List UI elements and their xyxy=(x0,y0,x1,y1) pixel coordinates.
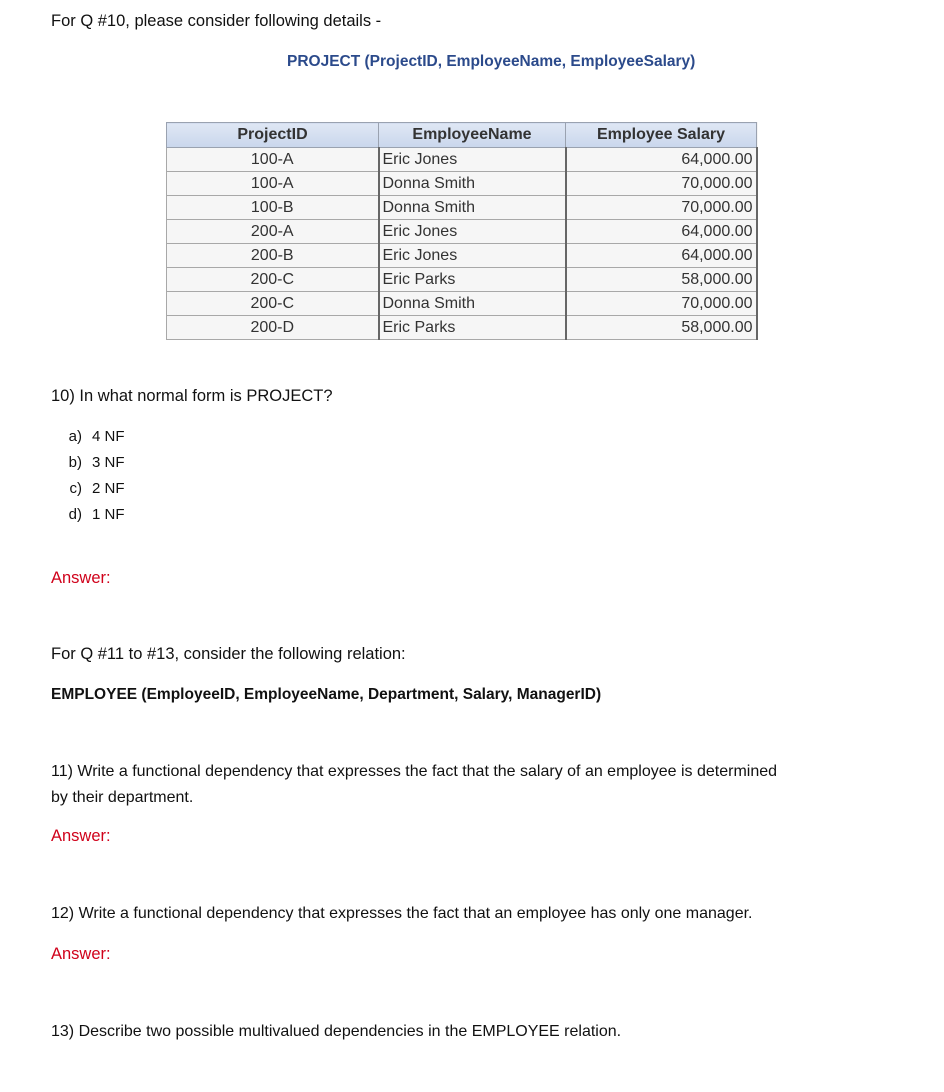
table-row xyxy=(167,268,757,292)
cell-projectid: 100-A xyxy=(167,172,379,196)
cell-employeename: Eric Parks xyxy=(379,316,566,340)
cell-salary: 58,000.00 xyxy=(566,268,757,292)
table-row xyxy=(167,172,757,196)
option-b xyxy=(54,454,125,471)
table-header-row xyxy=(167,123,757,148)
cell-employeename: Eric Jones xyxy=(379,244,566,268)
cell-employeename: Donna Smith xyxy=(379,172,566,196)
q10-answer-label: Answer: xyxy=(51,569,111,587)
q11-line2: by their department. xyxy=(51,789,194,806)
employee-schema: EMPLOYEE (EmployeeID, EmployeeName, Department, Salary, ManagerID) xyxy=(51,686,602,703)
q13-question: 13) Describe two possible multivalued dependencies in the EMPLOYEE relation. xyxy=(51,1023,622,1040)
cell-projectid: 200-C xyxy=(167,292,379,316)
cell-projectid: 200-B xyxy=(167,244,379,268)
header-projectid: ProjectID xyxy=(167,123,379,148)
option-d xyxy=(54,506,125,523)
option-letter: a) xyxy=(68,428,82,445)
table-row xyxy=(167,196,757,220)
cell-employeename: Eric Jones xyxy=(379,148,566,172)
q12-question: 12) Write a functional dependency that expresses the fact that an employee has only one manager. xyxy=(51,905,753,922)
cell-projectid: 200-C xyxy=(167,268,379,292)
q10-intro: For Q #10, please consider following details - xyxy=(51,12,382,30)
cell-salary: 70,000.00 xyxy=(566,196,757,220)
option-letter: b) xyxy=(68,454,82,471)
cell-salary: 58,000.00 xyxy=(566,316,757,340)
cell-employeename: Donna Smith xyxy=(379,196,566,220)
q11-13-intro: For Q #11 to #13, consider the following relation: xyxy=(51,645,406,663)
project-schema: PROJECT (ProjectID, EmployeeName, EmployeeSalary) xyxy=(287,53,696,70)
q12-answer-label: Answer: xyxy=(51,945,111,963)
q11-answer-label: Answer: xyxy=(51,827,111,845)
cell-projectid: 200-A xyxy=(167,220,379,244)
cell-salary: 64,000.00 xyxy=(566,220,757,244)
option-c xyxy=(54,480,125,497)
option-text: 1 NF xyxy=(92,506,125,523)
cell-employeename: Eric Parks xyxy=(379,268,566,292)
cell-employeename: Eric Jones xyxy=(379,220,566,244)
table-row xyxy=(167,292,757,316)
table-row xyxy=(167,220,757,244)
cell-salary: 64,000.00 xyxy=(566,148,757,172)
option-text: 4 NF xyxy=(92,428,125,445)
header-employeesalary: Employee Salary xyxy=(566,123,757,148)
project-table xyxy=(166,122,758,340)
table-row xyxy=(167,244,757,268)
option-letter: d) xyxy=(68,506,82,523)
header-employeename: EmployeeName xyxy=(379,123,566,148)
cell-projectid: 200-D xyxy=(167,316,379,340)
q10-question: 10) In what normal form is PROJECT? xyxy=(51,387,333,405)
option-letter: c) xyxy=(69,480,82,497)
cell-salary: 70,000.00 xyxy=(566,172,757,196)
cell-projectid: 100-B xyxy=(167,196,379,220)
cell-employeename: Donna Smith xyxy=(379,292,566,316)
q11-line1: 11) Write a functional dependency that expresses the fact that the salary of an employee is determined xyxy=(51,763,778,780)
table-row xyxy=(167,148,757,172)
option-text: 3 NF xyxy=(92,454,125,471)
cell-projectid: 100-A xyxy=(167,148,379,172)
cell-salary: 70,000.00 xyxy=(566,292,757,316)
table-row xyxy=(167,316,757,340)
option-a xyxy=(54,428,125,445)
cell-salary: 64,000.00 xyxy=(566,244,757,268)
option-text: 2 NF xyxy=(92,480,125,497)
